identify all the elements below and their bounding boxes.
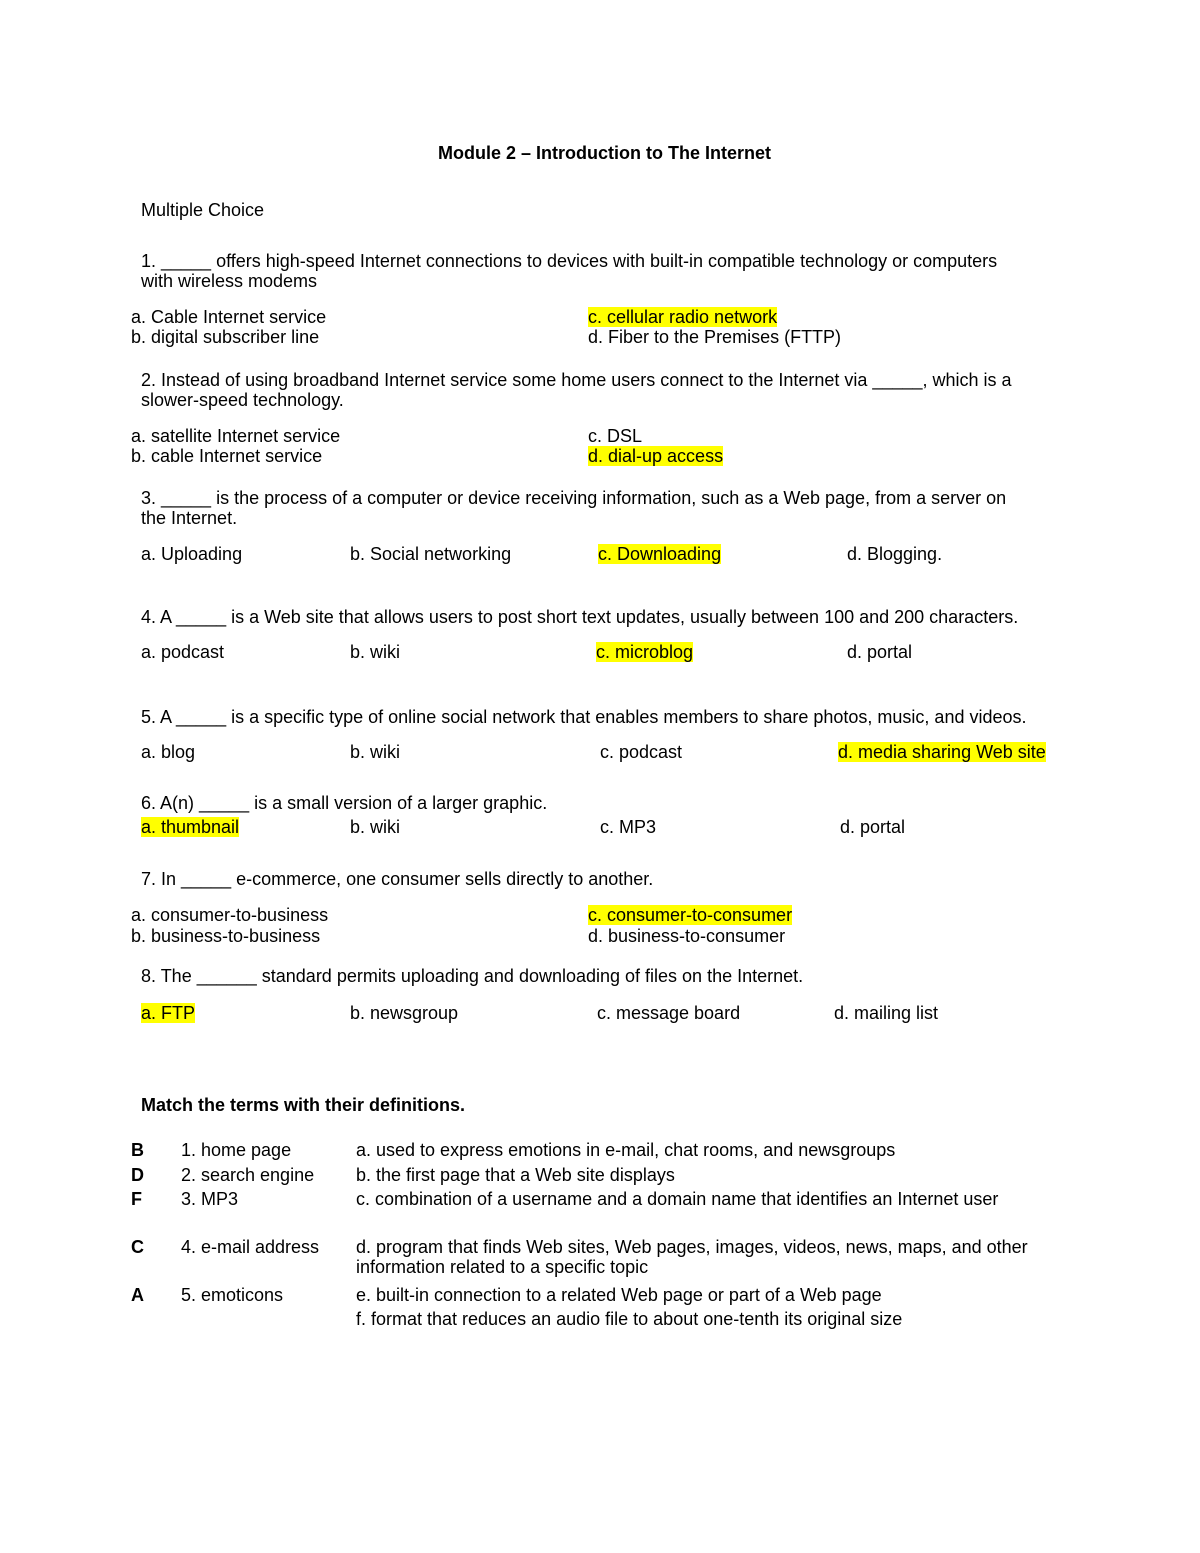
match-answer-3: F: [131, 1189, 142, 1209]
question-5-text: 5. A _____ is a specific type of online social network that enables members to share photos, music, and videos.: [141, 707, 1027, 727]
option-8d: d. mailing list: [834, 1003, 939, 1023]
option-1a: a. Cable Internet service: [131, 307, 327, 327]
option-6a-answer: a. thumbnail: [141, 817, 240, 837]
question-8-text: 8. The ______ standard permits uploading and downloading of files on the Internet.: [141, 966, 804, 986]
option-8c: c. message board: [597, 1003, 741, 1023]
option-6c: c. MP3: [600, 817, 657, 837]
option-2c: c. DSL: [588, 426, 643, 446]
match-term-3: 3. MP3: [181, 1189, 239, 1209]
match-answer-4: C: [131, 1237, 144, 1257]
option-2a: a. satellite Internet service: [131, 426, 341, 446]
match-term-5: 5. emoticons: [181, 1285, 284, 1305]
option-7a: a. consumer-to-business: [131, 905, 329, 925]
option-7b: b. business-to-business: [131, 926, 321, 946]
option-5c: c. podcast: [600, 742, 683, 762]
option-8a-answer: a. FTP: [141, 1003, 196, 1023]
question-7-text: 7. In _____ e-commerce, one consumer sells directly to another.: [141, 869, 654, 889]
option-7d: d. business-to-consumer: [588, 926, 786, 946]
match-term-2: 2. search engine: [181, 1165, 315, 1185]
question-3-text: 3. _____ is the process of a computer or device receiving information, such as a Web page, from a server on: [141, 488, 1007, 508]
matching-heading: Match the terms with their definitions.: [141, 1095, 466, 1115]
match-answer-1: B: [131, 1140, 144, 1160]
option-5d-answer: d. media sharing Web site: [838, 742, 1046, 762]
question-3-text-cont: the Internet.: [141, 508, 238, 528]
match-definition-b: b. the first page that a Web site displays: [356, 1165, 675, 1185]
option-6b: b. wiki: [350, 817, 401, 837]
question-2-text: 2. Instead of using broadband Internet service some home users connect to the Internet via _____, which is a: [141, 370, 1012, 390]
match-definition-a: a. used to express emotions in e-mail, chat rooms, and newsgroups: [356, 1140, 896, 1160]
match-definition-d-cont: information related to a specific topic: [356, 1257, 649, 1277]
option-5a: a. blog: [141, 742, 196, 762]
option-2b: b. cable Internet service: [131, 446, 323, 466]
question-4-text: 4. A _____ is a Web site that allows users to post short text updates, usually between 100 and 200 characters.: [141, 607, 1019, 627]
option-2d-answer: d. dial-up access: [588, 446, 724, 466]
question-1-text-cont: with wireless modems: [141, 271, 318, 291]
question-6-text: 6. A(n) _____ is a small version of a larger graphic.: [141, 793, 548, 813]
match-term-1: 1. home page: [181, 1140, 292, 1160]
match-answer-2: D: [131, 1165, 144, 1185]
match-definition-f: f. format that reduces an audio file to about one-tenth its original size: [356, 1309, 903, 1329]
option-3a: a. Uploading: [141, 544, 243, 564]
option-8b: b. newsgroup: [350, 1003, 459, 1023]
question-1-text: 1. _____ offers high-speed Internet connections to devices with built-in compatible technology or computers: [141, 251, 998, 271]
option-5b: b. wiki: [350, 742, 401, 762]
match-answer-5: A: [131, 1285, 144, 1305]
option-3b: b. Social networking: [350, 544, 512, 564]
page-title: Module 2 – Introduction to The Internet: [438, 143, 771, 163]
option-6d: d. portal: [840, 817, 906, 837]
section-label: Multiple Choice: [141, 200, 265, 220]
option-1b: b. digital subscriber line: [131, 327, 320, 347]
option-4c-answer: c. microblog: [596, 642, 694, 662]
match-definition-c: c. combination of a username and a domain name that identifies an Internet user: [356, 1189, 999, 1209]
option-1d: d. Fiber to the Premises (FTTP): [588, 327, 842, 347]
option-7c-answer: c. consumer-to-consumer: [588, 905, 793, 925]
option-1c-answer: c. cellular radio network: [588, 307, 778, 327]
option-3d: d. Blogging.: [847, 544, 943, 564]
option-4a: a. podcast: [141, 642, 225, 662]
option-3c-answer: c. Downloading: [598, 544, 722, 564]
question-2-text-cont: slower-speed technology.: [141, 390, 344, 410]
option-4b: b. wiki: [350, 642, 401, 662]
match-definition-d: d. program that finds Web sites, Web pages, images, videos, news, maps, and other: [356, 1237, 1028, 1257]
option-4d: d. portal: [847, 642, 913, 662]
match-definition-e: e. built-in connection to a related Web page or part of a Web page: [356, 1285, 882, 1305]
match-term-4: 4. e-mail address: [181, 1237, 320, 1257]
